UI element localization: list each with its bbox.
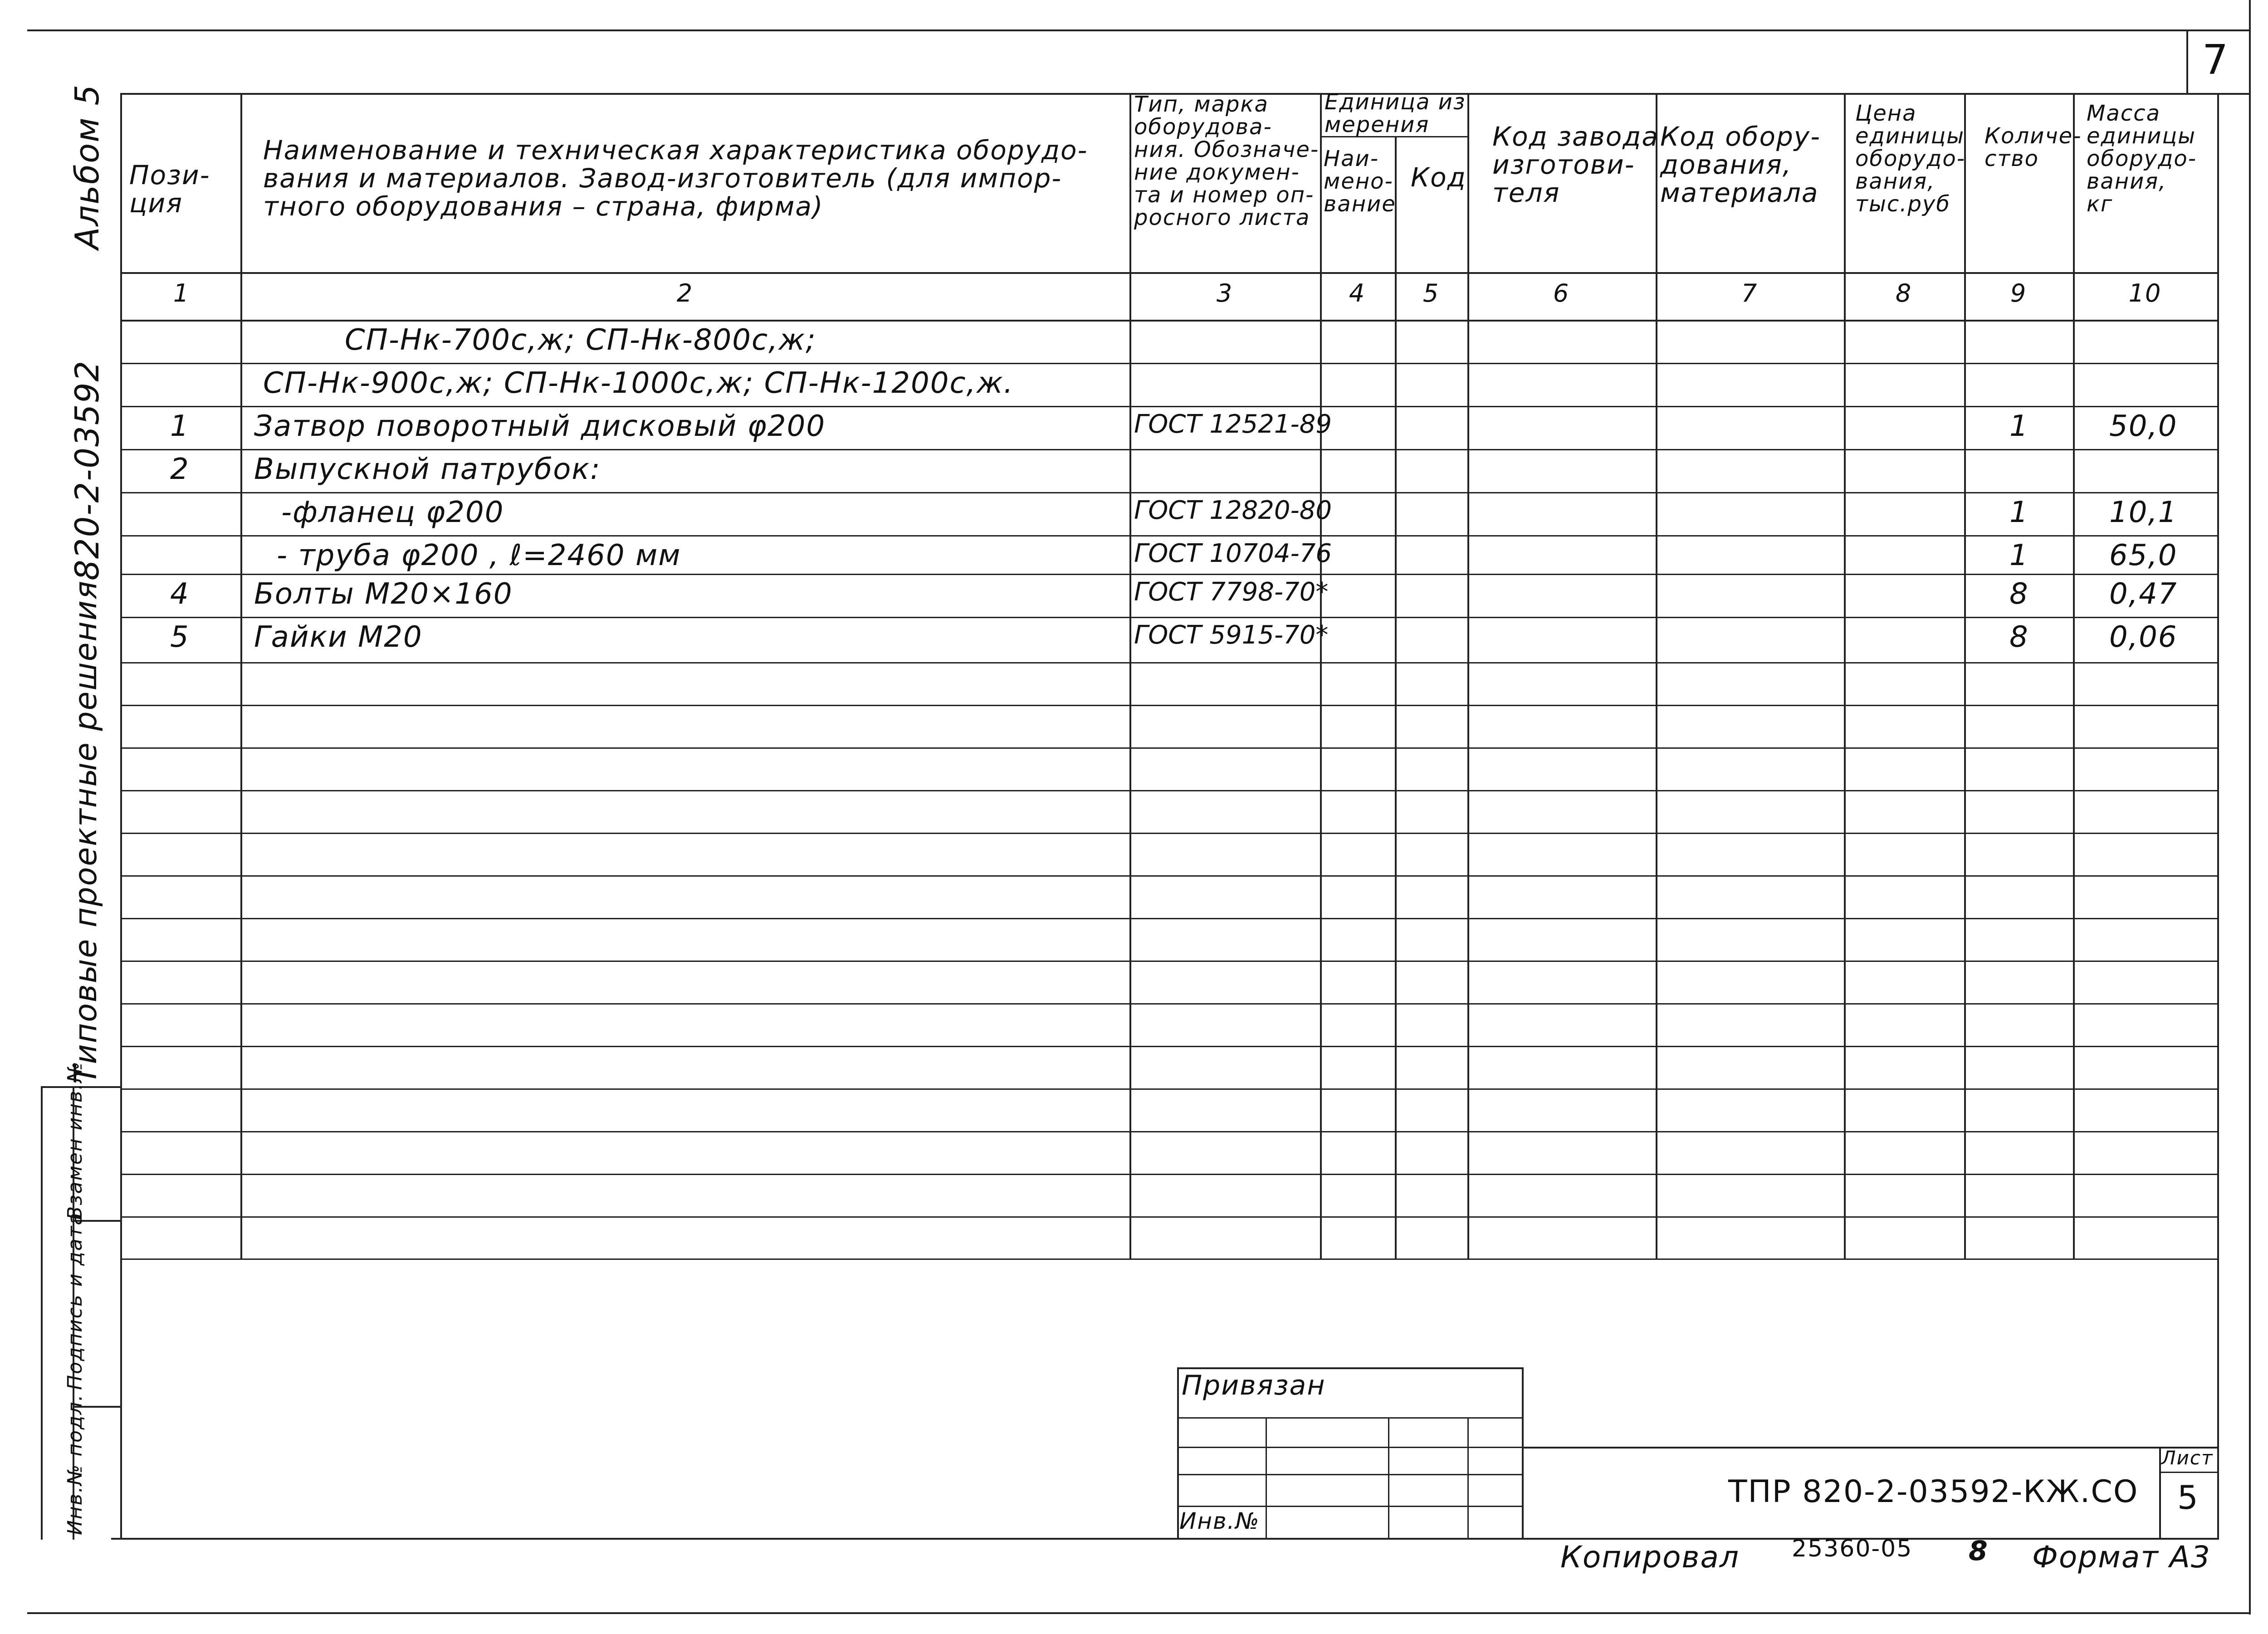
header-units-code: Код (1411, 162, 1466, 193)
empty-row-line (120, 875, 2217, 877)
row-line (120, 574, 2217, 575)
side-series-label: Типовые проектные решения (68, 580, 104, 1084)
stamp-sheet-label: Лист (2161, 1447, 2214, 1469)
row-mass: 0,47 (2109, 577, 2178, 611)
column-number: 1 (173, 279, 190, 307)
row-name: Затвор поворотный дисковый φ200 (254, 410, 826, 443)
row-name: Выпускной патрубок: (254, 453, 601, 486)
header-factory-code: Код завода изготови- теля (1492, 121, 1659, 208)
empty-row-line (120, 1131, 2217, 1132)
row-position: 1 (170, 410, 190, 443)
col-line-1 (240, 93, 242, 1258)
column-number: 2 (676, 279, 694, 307)
row-line (120, 662, 2217, 663)
empty-row-line (120, 790, 2217, 791)
header-unit-mass: Масса единицы оборудо- вания, кг (2087, 101, 2197, 217)
empty-row-line (120, 1174, 2217, 1175)
row-name: Болты М20×160 (254, 577, 513, 611)
row-line (120, 449, 2217, 450)
side-stamp-label-replace: Взамен инв.№ (64, 1061, 87, 1220)
empty-row-line (120, 1003, 2217, 1005)
header-quantity: Количе- ство (1984, 123, 2082, 171)
header-unit-price: Цена единицы оборудо- вания, тыс.руб (1855, 101, 1966, 217)
stamp-col2 (1388, 1417, 1389, 1540)
column-number: 6 (1553, 279, 1570, 307)
empty-row-line (120, 705, 2217, 706)
row-document: ГОСТ 10704-76 (1134, 539, 1332, 568)
row-line (120, 617, 2217, 618)
row-document: ГОСТ 7798-70* (1134, 577, 1329, 607)
column-number: 4 (1349, 279, 1366, 307)
row-position: 2 (170, 453, 190, 486)
stamp-col1 (1266, 1417, 1267, 1540)
row-document: ГОСТ 5915-70* (1134, 620, 1329, 650)
empty-row-line (120, 961, 2217, 962)
footer-format: Формат А3 (2032, 1540, 2211, 1575)
stamp-row4 (1177, 1506, 1522, 1507)
row-line (120, 535, 2217, 537)
header-name: Наименование и техническая характеристика оборудо- вания и материалов. Завод-изготовитель (для импор- тного оборудования – страна, фирма) (263, 135, 1088, 222)
stamp-sheet-value: 5 (2177, 1478, 2199, 1517)
row-name: - труба φ200 , ℓ=2460 мм (277, 539, 681, 572)
side-code-label: 820-2-03592 (68, 360, 106, 580)
column-number: 10 (2128, 279, 2162, 307)
side-strip-left (41, 1086, 43, 1540)
designation-top (1522, 1447, 2217, 1449)
footer-copied: Копировал (1560, 1540, 1740, 1575)
row-position: 5 (170, 620, 190, 654)
side-stamp-label-sign: Подпись и дата (64, 1212, 87, 1390)
row-line (120, 406, 2217, 407)
header-bottom-line (120, 272, 2217, 274)
stamp-top (1177, 1367, 1522, 1369)
column-number: 8 (1895, 279, 1912, 307)
row-name: СП-Нк-900с,ж; СП-Нк-1000с,ж; СП-Нк-1200с,ж. (263, 366, 1014, 400)
row-quantity: 1 (2009, 410, 2029, 443)
row-line (120, 363, 2217, 364)
header-units-name: Наи- мено- вание (1324, 146, 1396, 217)
col-line-2 (1129, 93, 1131, 1258)
bottom-border-line (27, 1612, 2250, 1614)
stamp-inv: Инв.№ (1179, 1508, 1260, 1534)
stamp-row1 (1177, 1417, 1522, 1419)
empty-row-line (120, 1216, 2217, 1218)
col-line-3 (1320, 93, 1322, 1258)
col-line-5 (1467, 93, 1469, 1258)
footer-number: 25360-05 (1792, 1535, 1913, 1562)
corner-sheet-number: 7 (2202, 36, 2229, 84)
col-line-7 (1844, 93, 1846, 1258)
corner-box-left (2186, 29, 2188, 93)
stamp-row2 (1177, 1447, 1522, 1448)
colnum-bottom-line (120, 320, 2217, 322)
row-line (120, 492, 2217, 493)
row-quantity: 1 (2009, 496, 2029, 529)
col-line-8 (1964, 93, 1966, 1258)
row-mass: 65,0 (2109, 539, 2178, 572)
frame-right (2217, 93, 2219, 1540)
header-position: Пози- ция (129, 160, 210, 219)
empty-row-line (120, 1258, 2217, 1260)
column-number: 3 (1216, 279, 1233, 307)
side-album-label: Альбом 5 (68, 83, 106, 249)
column-number: 9 (2010, 279, 2027, 307)
row-name: -фланец φ200 (281, 496, 504, 529)
column-number: 5 (1422, 279, 1440, 307)
row-mass: 50,0 (2109, 410, 2178, 443)
row-mass: 0,06 (2109, 620, 2178, 654)
empty-row-line (120, 747, 2217, 749)
header-equipment-code: Код обору- дования, материала (1660, 121, 1821, 208)
row-mass: 10,1 (2109, 496, 2178, 529)
column-number: 7 (1741, 279, 1758, 307)
empty-row-line (120, 1046, 2217, 1047)
row-position: 4 (170, 577, 190, 611)
empty-row-line (120, 833, 2217, 834)
row-quantity: 8 (2009, 577, 2029, 611)
sheet-box-mid (2159, 1472, 2217, 1473)
frame-left (120, 93, 122, 1540)
side-stamp-label-inv: Инв.№ подл. (64, 1394, 87, 1535)
stamp-privyazan: Привязан (1182, 1370, 1326, 1401)
stamp-right (1522, 1367, 1524, 1540)
stamp-col3 (1467, 1417, 1469, 1540)
header-type-doc: Тип, марка оборудова- ния. Обозначе- ние докумен- та и номер оп- росного листа (1134, 92, 1320, 230)
empty-row-line (120, 918, 2217, 919)
footer-digit: 8 (1969, 1535, 1989, 1567)
row-quantity: 8 (2009, 620, 2029, 654)
row-document: ГОСТ 12820-80 (1134, 496, 1332, 525)
row-name: Гайки М20 (254, 620, 423, 654)
top-border-line (27, 29, 2250, 31)
stamp-row3 (1177, 1474, 1522, 1475)
stamp-left (1177, 1367, 1179, 1540)
stamp-designation: ТПР 820-2-03592-КЖ.СО (1728, 1474, 2139, 1510)
col-line-6 (1656, 93, 1657, 1258)
sheet-box-left (2159, 1447, 2161, 1540)
empty-row-line (120, 1088, 2217, 1090)
col-line-9 (2073, 93, 2075, 1258)
row-document: ГОСТ 12521-89 (1134, 410, 1332, 439)
row-name: СП-Нк-700с,ж; СП-Нк-800с,ж; (345, 323, 816, 357)
col-line-4 (1395, 136, 1397, 1258)
header-units: Единица из мерения (1325, 89, 1466, 137)
row-quantity: 1 (2009, 539, 2029, 572)
corner-box-right (2249, 0, 2251, 1614)
